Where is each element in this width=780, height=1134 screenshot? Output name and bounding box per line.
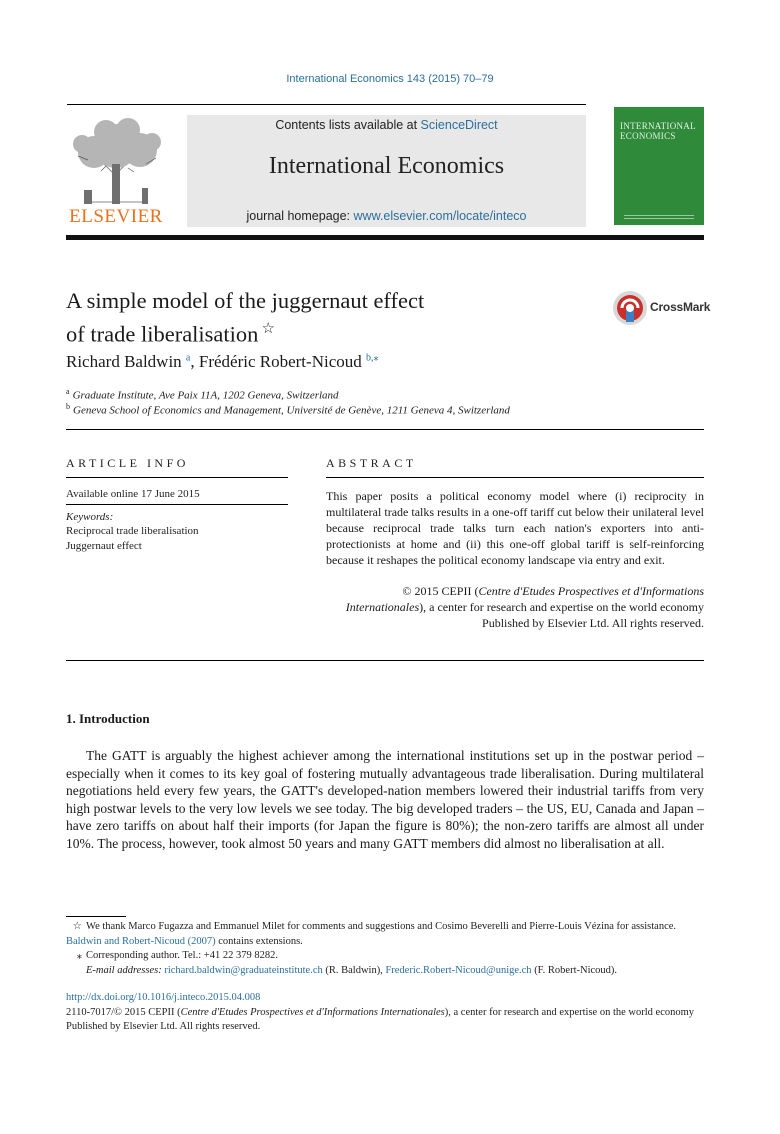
affil-b-marker: b, xyxy=(366,352,374,364)
homepage-link[interactable]: www.elsevier.com/locate/inteco xyxy=(353,209,527,223)
issn-prefix: 2110-7017/© 2015 CEPII ( xyxy=(66,1006,181,1018)
elsevier-logo[interactable] xyxy=(66,116,166,228)
affiliation-a xyxy=(66,387,339,402)
header-thick-rule xyxy=(66,235,704,240)
homepage-line xyxy=(187,209,586,223)
footnote-thanks-after: contains extensions. xyxy=(215,935,303,947)
abstract-bottom-rule xyxy=(66,660,704,661)
affiliation-b xyxy=(66,402,510,417)
author-separator: , xyxy=(190,352,199,371)
issn-org: Centre d'Etudes Prospectives et d'Informations Internationales xyxy=(180,1006,445,1018)
footnote-thanks xyxy=(66,920,704,949)
abstract-text: This paper posits a political economy model where (i) reciprocity in multilateral trade talks results in a one-off tariff cut below their unilateral level because reciprocal trade talks turn each nation's exporters into anti-protectionists at home and (ii) this one-off global tariff is self-reinforcing because it reshapes the political economy landscape via entry and exit. xyxy=(326,489,704,567)
footnotes xyxy=(66,920,704,978)
keyword-1: Reciprocal trade liberalisation xyxy=(66,525,199,537)
crossmark-label: CrossMark xyxy=(650,300,711,314)
contents-prefix: Contents lists available at xyxy=(275,118,421,132)
author-robert-nicoud-affil[interactable] xyxy=(366,352,379,363)
crossmark-button[interactable] xyxy=(612,290,711,328)
homepage-prefix: journal homepage: xyxy=(246,209,354,223)
email-robert-nicoud-owner: (F. Robert-Nicoud). xyxy=(531,964,618,976)
footnote-thanks-text: We thank Marco Fugazza and Emmanuel Milet for comments and suggestions and Cosimo Beverelli and Pierre-Louis Vézina for assistance. xyxy=(86,921,677,932)
affiliation-a-text: Graduate Institute, Ave Paix 11A, 1202 Geneva, Switzerland xyxy=(72,389,339,402)
journal-reference-link[interactable]: International Economics 143 (2015) 70–79 xyxy=(286,73,494,85)
issn-line xyxy=(66,1006,704,1035)
keyword-2: Juggernaut effect xyxy=(66,540,142,552)
journal-cover-thumbnail[interactable] xyxy=(614,107,704,225)
footnote-corresponding xyxy=(66,949,704,964)
author-baldwin: Richard Baldwin xyxy=(66,352,182,371)
abstract-copyright xyxy=(326,583,704,631)
email-label: E-mail addresses: xyxy=(86,964,162,976)
affiliation-b-sup: b xyxy=(66,402,70,411)
affiliation-b-text: Geneva School of Economics and Management, Université de Genève, 1211 Geneva 4, Switzerland xyxy=(73,404,510,417)
footnote-rule xyxy=(66,916,126,917)
copyright-suffix: ), a center for research and expertise on the world economy Published by Elsevier Ltd. All rights reserved. xyxy=(419,600,704,630)
header-divider xyxy=(67,104,586,105)
article-info-rule-mid xyxy=(66,504,288,505)
title-line-2-wrap xyxy=(66,315,546,349)
keywords-label: Keywords: xyxy=(66,511,114,523)
elsevier-tree-icon xyxy=(66,116,166,208)
footnote-emails xyxy=(66,964,704,979)
footnote-thanks-mark: ☆ xyxy=(72,921,82,932)
author-list xyxy=(66,352,379,372)
footnote-corr-text: Corresponding author. Tel.: +41 22 379 8282. xyxy=(86,950,278,961)
journal-masthead xyxy=(187,115,586,227)
contents-line xyxy=(187,118,586,132)
footnote-corr-mark: ⁎ xyxy=(76,950,82,961)
email-robert-nicoud-link[interactable]: Frederic.Robert-Nicoud@unige.ch xyxy=(385,964,532,976)
abstract-heading: ABSTRACT xyxy=(326,456,417,470)
elsevier-wordmark: ELSEVIER xyxy=(69,206,163,227)
affiliation-a-sup: a xyxy=(66,387,70,396)
copyright-prefix: © 2015 CEPII ( xyxy=(402,584,479,598)
title-footnote-star[interactable]: ☆ xyxy=(261,321,275,337)
available-online: Available online 17 June 2015 xyxy=(66,488,200,500)
title-line-1: A simple model of the juggernaut effect xyxy=(66,288,425,313)
doi-block xyxy=(66,991,704,1035)
article-info-rule-top xyxy=(66,477,288,478)
journal-name: International Economics xyxy=(268,153,505,179)
sciencedirect-link[interactable]: ScienceDirect xyxy=(420,118,498,132)
cover-footer-lines xyxy=(624,215,694,219)
issn-suffix: ), a center for research and expertise on the world economy Published by Elsevier Ltd. All rights reserved. xyxy=(66,1006,695,1032)
author-baldwin-affil[interactable]: a xyxy=(185,352,191,364)
baldwin-2007-citation-link[interactable]: Baldwin and Robert-Nicoud (2007) xyxy=(66,935,216,947)
introduction-paragraph: The GATT is arguably the highest achiever among the international institutions set up in the postwar period – especially when it comes to its key goal of fostering mutually advantageous trade liberalisation. During multilateral negotiations held every few years, the GATT's developed-nation members lowered their industrial tariffs from very high postwar levels to the very low levels we see today. The big developed traders – the US, EU, Canada and Japan – have zero tariffs on about half their imports (for Japan the figure is 80%); the non-zero tariffs are almost all under 10%. The process, however, took almost 50 years and many GATT members did almost no liberalisation at all. xyxy=(66,748,704,851)
abstract-rule xyxy=(326,477,704,478)
article-title xyxy=(66,286,546,349)
email-baldwin-owner: (R. Baldwin), xyxy=(322,964,386,976)
introduction-heading: 1. Introduction xyxy=(66,711,150,726)
doi-link[interactable]: http://dx.doi.org/10.1016/j.inteco.2015.04.008 xyxy=(66,992,261,1003)
email-baldwin-link[interactable]: richard.baldwin@graduateinstitute.ch xyxy=(164,964,323,976)
crossmark-icon xyxy=(612,290,648,326)
author-robert-nicoud: Frédéric Robert-Nicoud xyxy=(198,352,362,371)
article-info-heading: ARTICLE INFO xyxy=(66,456,189,470)
title-line-2: of trade liberalisation xyxy=(66,321,259,347)
cover-title: INTERNATIONAL ECONOMICS xyxy=(620,121,696,141)
copyright-org: Centre d'Etudes Prospectives et d'Informations Internationales xyxy=(345,584,704,614)
corresponding-author-marker: ⁎ xyxy=(373,352,379,364)
affiliation-divider xyxy=(66,429,704,430)
